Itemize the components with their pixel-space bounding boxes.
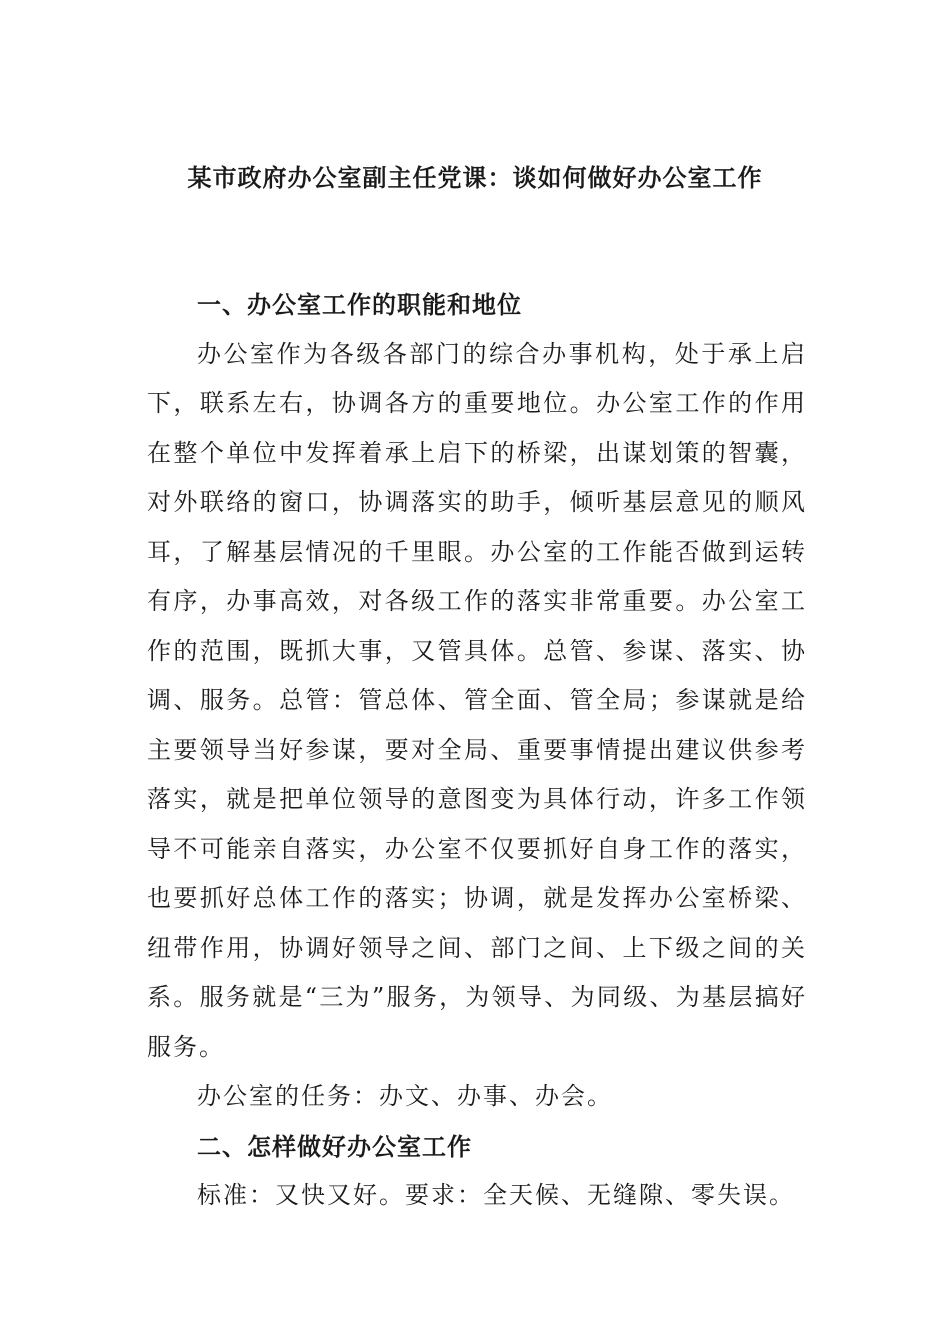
document-body bbox=[147, 280, 807, 1221]
section-1-paragraph-2: 办公室的任务：办文、办事、办会。 bbox=[197, 1082, 613, 1110]
document-title: 某市政府办公室副主任党课：谈如何做好办公室工作 bbox=[187, 163, 763, 192]
section-1-paragraph-1: 办公室作为各级各部门的综合办事机构，处于承上启下，联系左右，协调各方的重要地位。办公室工作的作用在整个单位中发挥着承上启下的桥梁，出谋划策的智囊，对外联络的窗口，协调落实的助手，倾听基层意见的顺风耳，了解基层情况的千里眼。办公室的工作能否做到运转有序，办事高效，对各级工作的落实非常重要。办公室工作的范围，既抓大事，又管具体。总管、参谋、落实、协调、服务。总管：管总体、管全面、管全局；参谋就是给主要领导当好参谋，要对全局、重要事情提出建议供参考落实，就是把单位领导的意图变为具体行动，许多工作领导不可能亲自落实，办公室不仅要抓好自身工作的落实，也要抓好总体工作的落实；协调，就是发挥办公室桥梁、纽带作用，协调好领导之间、部门之间、上下级之间的关系。服务就是“三为”服务，为领导、为同级、为基层搞好服务。 bbox=[147, 339, 807, 1061]
section-1-heading: 一、办公室工作的职能和地位 bbox=[197, 290, 522, 319]
section-2-heading: 二、怎样做好办公室工作 bbox=[197, 1131, 472, 1161]
section-2-paragraph-1: 标准：又快又好。要求：全天候、无缝隙、零失误。 bbox=[197, 1181, 795, 1209]
